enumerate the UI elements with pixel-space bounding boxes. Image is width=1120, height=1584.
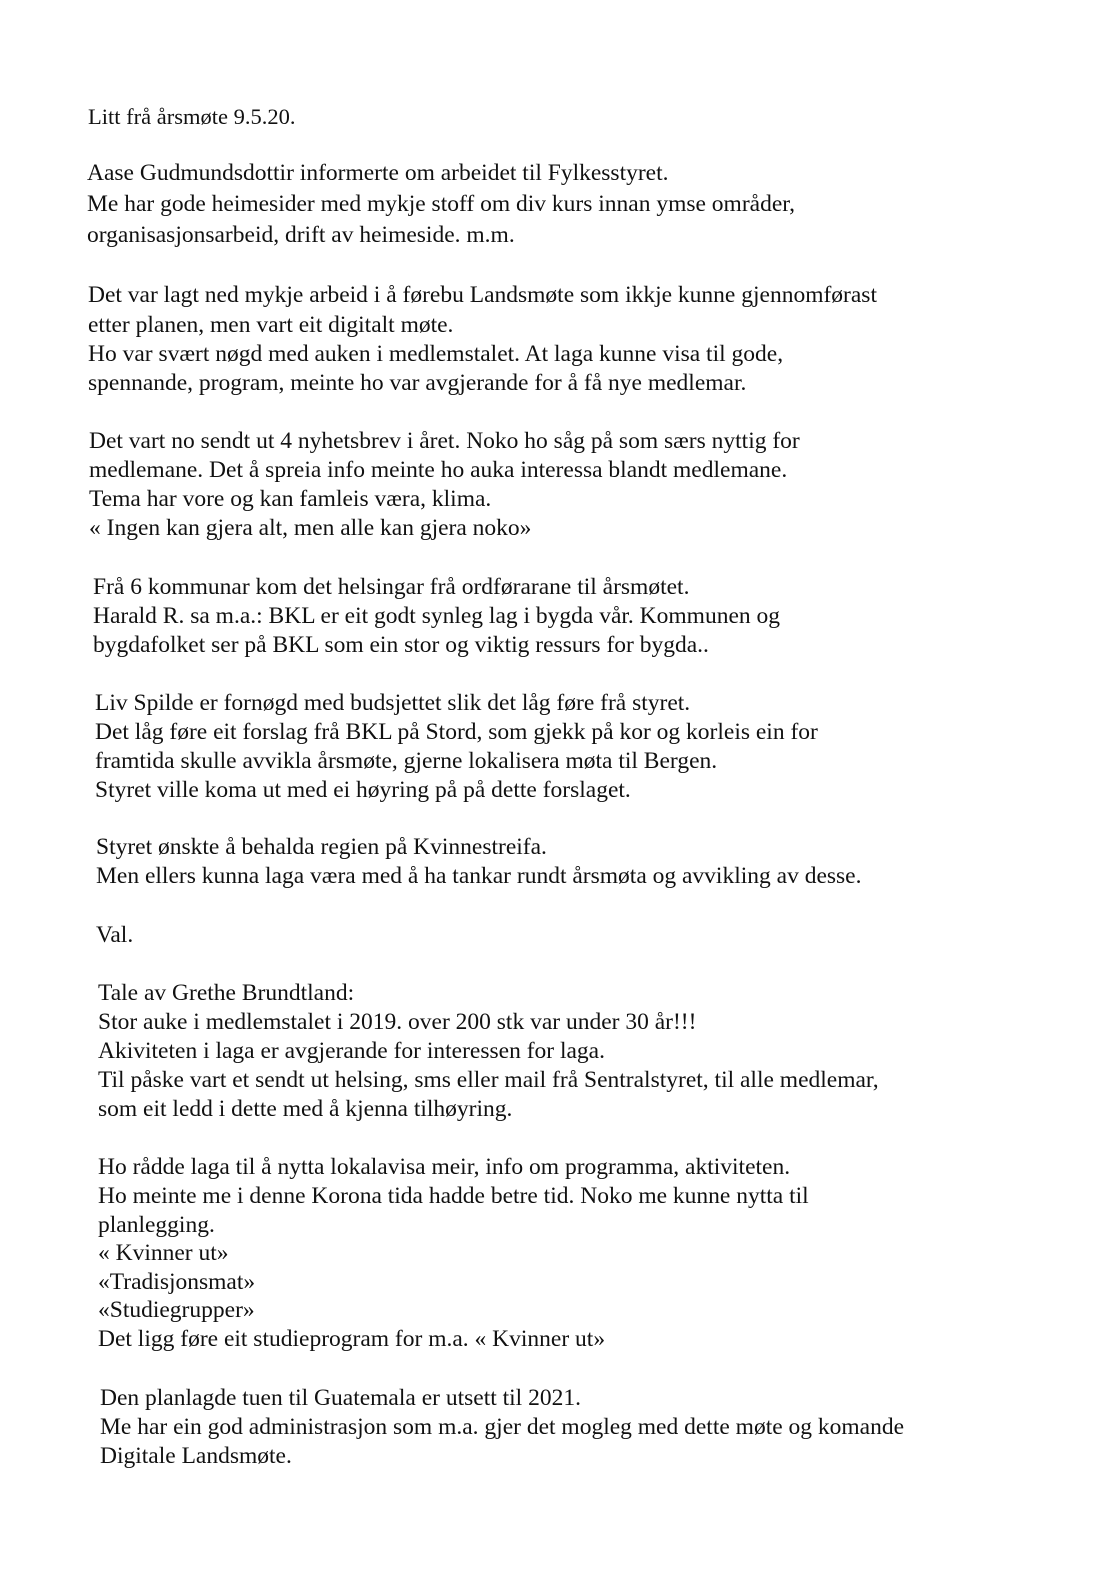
list-item: « Kvinner ut» [98, 1240, 229, 1266]
paragraph-line: Det låg føre eit forslag frå BKL på Stord, som gjekk på kor og korleis ein for [95, 719, 818, 745]
paragraph-line: Me har gode heimesider med mykje stoff om div kurs innan ymse områder, [87, 191, 796, 217]
paragraph-line: Styret ønskte å behalda regien på Kvinnestreifa. [96, 834, 547, 860]
paragraph-line: Ho meinte me i denne Korona tida hadde betre tid. Noko me kunne nytta til [98, 1183, 809, 1209]
paragraph-line: Liv Spilde er fornøgd med budsjettet slik det låg føre frå styret. [95, 690, 691, 716]
paragraph-line: organisasjonsarbeid, drift av heimeside. m.m. [87, 222, 515, 248]
paragraph-line: Aase Gudmundsdottir informerte om arbeidet til Fylkesstyret. [87, 160, 669, 186]
paragraph-line: Frå 6 kommunar kom det helsingar frå ordførarane til årsmøtet. [93, 574, 690, 600]
document-title: Litt frå årsmøte 9.5.20. [88, 104, 296, 129]
paragraph-line: Det var lagt ned mykje arbeid i å førebu Landsmøte som ikkje kunne gjennomførast [88, 282, 877, 308]
paragraph-line: framtida skulle avvikla årsmøte, gjerne lokalisera møta til Bergen. [95, 748, 718, 774]
paragraph-line: spennande, program, meinte ho var avgjerande for å få nye medlemar. [88, 370, 747, 396]
paragraph-line: Val. [96, 922, 134, 948]
quote-line: « Ingen kan gjera alt, men alle kan gjera noko» [89, 515, 532, 541]
paragraph-line: Men ellers kunna laga væra med å ha tankar rundt årsmøta og avvikling av desse. [96, 863, 862, 889]
paragraph-line: Den planlagde tuen til Guatemala er utsett til 2021. [100, 1385, 581, 1411]
paragraph-line: planlegging. [98, 1212, 215, 1238]
paragraph-line: Det vart no sendt ut 4 nyhetsbrev i året. Noko ho såg på som særs nyttig for [89, 428, 800, 454]
paragraph-line: Ho var svært nøgd med auken i medlemstalet. At laga kunne visa til gode, [88, 341, 784, 367]
paragraph-line: Det ligg føre eit studieprogram for m.a. « Kvinner ut» [98, 1326, 606, 1352]
list-item: «Studiegrupper» [98, 1297, 255, 1323]
paragraph-line: Tema har vore og kan famleis væra, klima. [89, 486, 492, 512]
paragraph-line: Til påske vart et sendt ut helsing, sms eller mail frå Sentralstyret, til alle medlemar, [98, 1067, 879, 1093]
paragraph-line: Styret ville koma ut med ei høyring på på dette forslaget. [95, 777, 631, 803]
paragraph-line: Tale av Grethe Brundtland: [98, 980, 355, 1006]
paragraph-line: Ho rådde laga til å nytta lokalavisa meir, info om programma, aktiviteten. [98, 1154, 791, 1180]
list-item: «Tradisjonsmat» [98, 1269, 256, 1295]
paragraph-line: bygdafolket ser på BKL som ein stor og viktig ressurs for bygda.. [93, 632, 709, 658]
paragraph-line: Stor auke i medlemstalet i 2019. over 200 stk var under 30 år!!! [98, 1009, 697, 1035]
paragraph-line: Digitale Landsmøte. [100, 1443, 292, 1469]
paragraph-line: som eit ledd i dette med å kjenna tilhøyring. [98, 1096, 513, 1122]
paragraph-line: medlemane. Det å spreia info meinte ho auka interessa blandt medlemane. [89, 457, 788, 483]
paragraph-line: etter planen, men vart eit digitalt møte. [88, 312, 454, 338]
paragraph-line: Akiviteten i laga er avgjerande for interessen for laga. [98, 1038, 605, 1064]
paragraph-line: Harald R. sa m.a.: BKL er eit godt synleg lag i bygda vår. Kommunen og [93, 603, 781, 629]
paragraph-line: Me har ein god administrasjon som m.a. gjer det mogleg med dette møte og komande [100, 1414, 905, 1440]
